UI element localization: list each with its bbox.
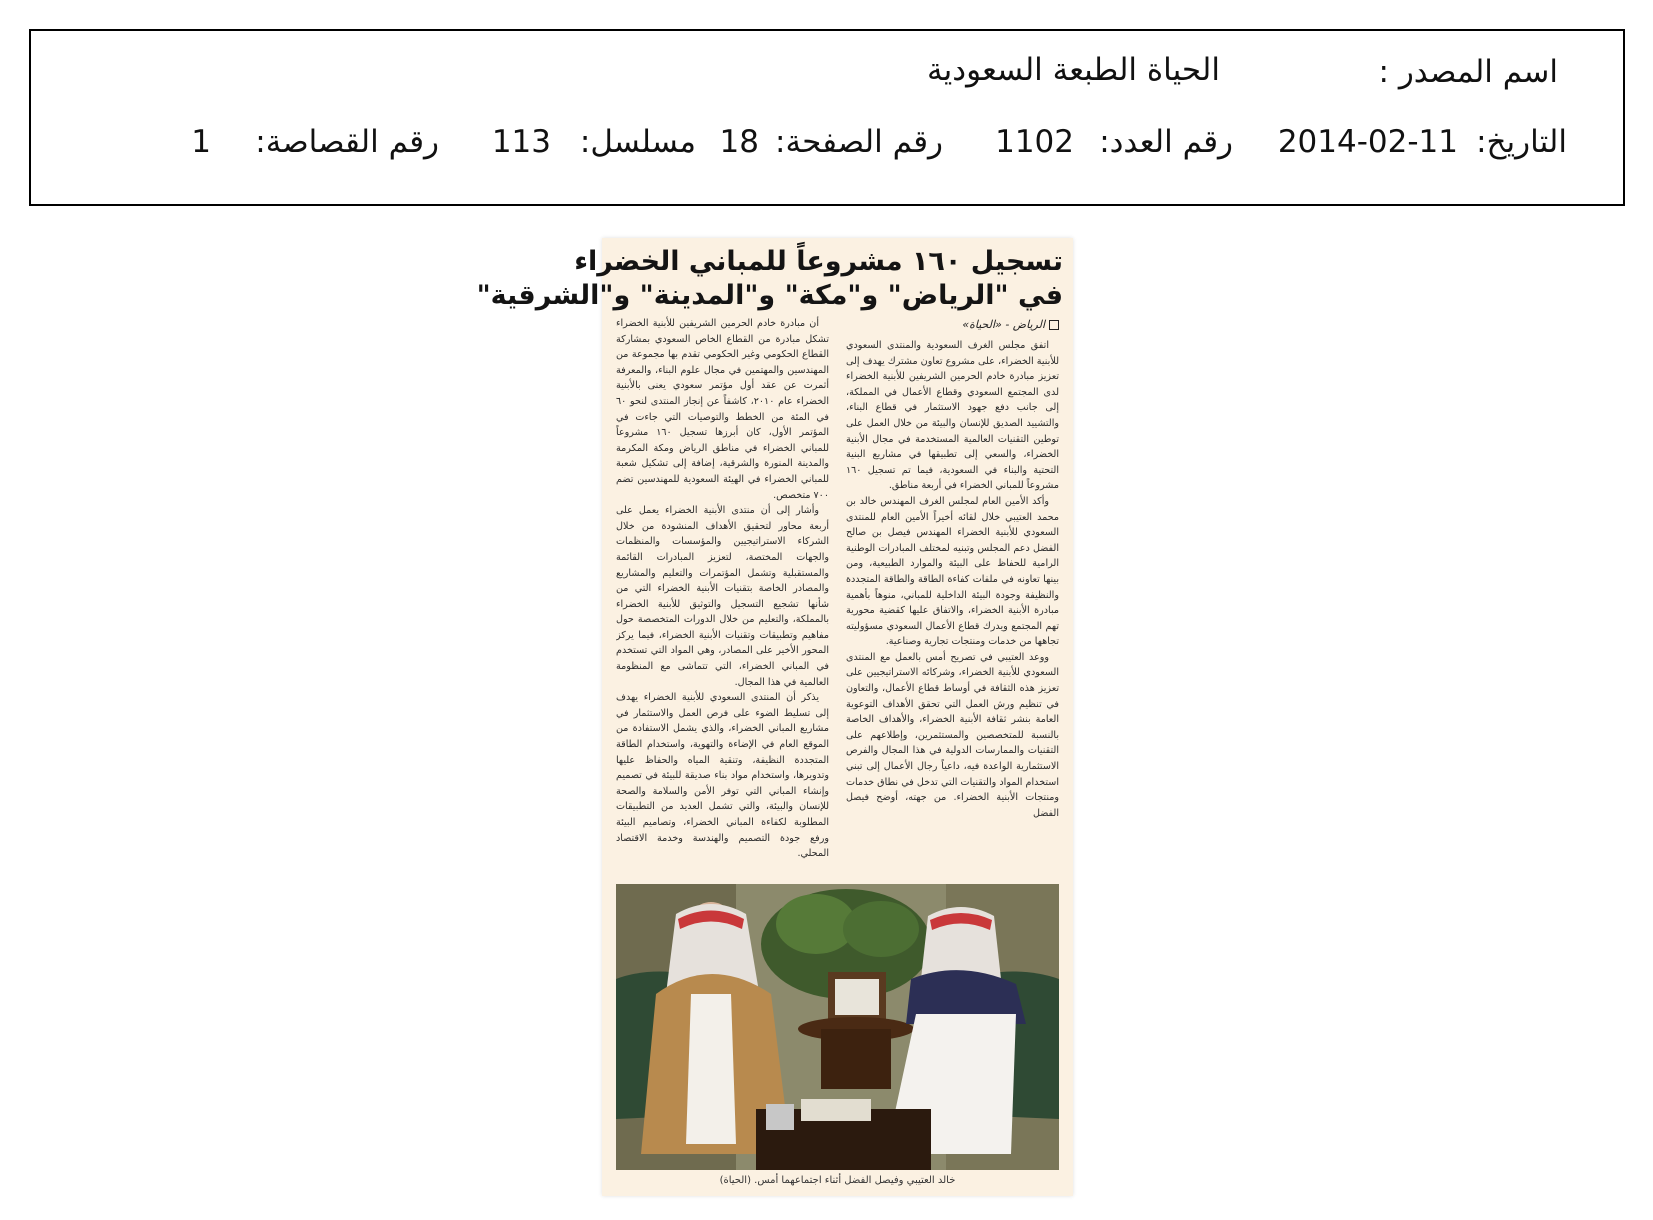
paragraph: اتفق مجلس الغرف السعودية والمنتدى السعودي للأبنية الخضراء، على مشروع تعاون مشترك يهدف إلى تعزيز مبادرة خادم الحرمين الشريفين للأبنية الخضراء لدى المجتمع السعودي وقطاع الأعمال في المملكة، إلى جانب دفع جهود الاستثمار في قطاع البناء، والتشييد الصديق للإنسان والبيئة من خلال العمل على توطين التقنيات العالمية المستخدمة في مجال الأبنية الخضراء، والسعي إلى تطبيقها في مشاريع البنية التحتية والبناء في السعودية، فيما تم تسجيل ١٦٠ مشروعاً للمباني الخضراء في أربعة مناطق.	[846, 340, 1059, 492]
paragraph: وأشار إلى أن منتدى الأبنية الخضراء يعمل على أربعة محاور لتحقيق الأهداف المنشودة من خلال الشركاء الاستراتيجيين والمؤسسات والمنظمات والجهات المختصة، لتعزيز المبادرات القائمة والمستقبلية وتشمل المؤتمرات والتعليم والمشاريع والمصادر الخاصة بتقنيات الأبنية الخضراء التي من شأنها تشجيع التسجيل والتوثيق للأبنية الخضراء بالمملكة، والتعليم من خلال الدورات المتخصصة حول مفاهيم وتطبيقات وتقنيات الأبنية الخضراء، فيما يركز المحور الأخير على المصادر، وهي المواد التي تستخدم في المباني الخضراء، التي تتماشى مع المنظومة العالمية في هذا المجال.	[616, 505, 829, 688]
paragraph: ووعد العتيبي في تصريح أمس بالعمل مع المنتدى السعودي للأبنية الخضراء، وشركائه الاستراتيجيين على تعزيز هذه الثقافة في أوساط قطاع الأعمال، والتعاون في تنظيم ورش العمل التي تحقق الأهداف التوعوية العامة بنشر ثقافة الأبنية الخضراء، والأهداف الخاصة بالنسبة للمتخصصين والمستثمرين، وإطلاعهم على التقنيات والممارسات الدولية في هذا المجال والفرص الاستثمارية الواعدة فيه، داعياً رجال الأعمال إلى تبني استخدام المواد والتقنيات التي تدخل في نطاق خدمات ومنتجات الأبنية الخضراء. من جهته، أوضح فيصل الفضل	[846, 651, 1059, 819]
date-value: 2014-02-11	[1277, 124, 1458, 160]
date-label: التاريخ:	[1476, 124, 1567, 160]
paragraph: وأكد الأمين العام لمجلس الغرف المهندس خالد بن محمد العتيبي خلال لقائه أخيراً الأمين العام للمنتدى السعودي للأبنية الخضراء المهندس فيصل بن صالح الفضل دعم المجلس وتبنيه لمختلف المبادرات الوطنية الرامية للحفاظ على البيئة والموارد الطبيعية، ومن بينها تعاونه في ملفات كفاءة الطاقة والطاقة المتجددة والنظيفة وجودة البيئة الداخلية للمباني، منوهاً بأهمية مبادرة الأبنية الخضراء، والاتفاق عليها كقضية محورية تهم المجتمع ويدرك قطاع الأعمال السعودي مسؤوليته تجاهها من خدمات ومنتجات تجارية وصناعية.	[846, 495, 1059, 648]
page-value: 18	[719, 124, 759, 160]
paragraph: أن مبادرة خادم الحرمين الشريفين للأبنية الخضراء تشكل مبادرة من القطاع الخاص السعودي بمشاركة القطاع الحكومي وغير الحكومي تقدم بها مجموعة من المهندسين والمهتمين في مجال علوم البناء، والمعرفة أثمرت عن عقد أول مؤتمر سعودي يعنى بالأبنية الخضراء عام ٢٠١٠، كاشفاً عن إنجاز المنتدى لنحو ٦٠ في المئة من الخطط والتوصيات التي جاءت في المؤتمر الأول، كان أبرزها تسجيل ١٦٠ مشروعاً للمباني الخضراء في مناطق الرياض ومكة المكرمة والمدينة المنورة والشرقية، إضافة إلى تشكيل شعبة للمباني الخضراء في الهيئة السعودية للمهندسين تضم ٧٠٠ متخصص.	[616, 318, 829, 501]
clipping-number-value: 1	[191, 124, 211, 160]
paragraph: يذكر أن المنتدى السعودي للأبنية الخضراء يهدف إلى تسليط الضوء على فرص العمل والاستثمار في مشاريع المباني الخضراء، والذي يشمل الاستفادة من الموقع العام في الإضاءة والتهوية، واستخدام الطاقة المتجددة النظيفة، وتنقية المياه والحفاظ عليها وتدويرها، واستخدام مواد بناء صديقة للبيئة في تصميم وإنشاء المباني التي توفر الأمن والسلامة والصحة للإنسان والبيئة، والتي تشمل العديد من التطبيقات المطلوبة لكفاءة المباني الخضراء، وتصاميم البيئة ورفع جودة التصميم والهندسة وخدمة الاقتصاد المحلي.	[616, 692, 829, 860]
issue-label: رقم العدد:	[1099, 124, 1233, 160]
issue-value: 1102	[995, 124, 1074, 160]
clipping-header-box	[29, 29, 1625, 206]
byline-box-icon	[1049, 320, 1059, 330]
source-label: اسم المصدر :	[1378, 54, 1558, 90]
headline-line-2: في "الرياض" و"مكة" و"المدينة" و"الشرقية"	[476, 280, 1063, 311]
serial-value: 113	[491, 124, 551, 160]
photo-caption: خالد العتيبي وفيصل الفضل أثناء اجتماعهما أمس. (الحياة)	[719, 1175, 956, 1186]
newspaper-clipping	[476, 238, 1073, 1196]
source-value: الحياة الطبعة السعودية	[927, 52, 1220, 88]
headline-line-1: تسجيل ١٦٠ مشروعاً للمباني الخضراء	[574, 246, 1063, 277]
clipping-number-label: رقم القصاصة:	[255, 124, 439, 160]
byline-text: الرياض - «الحياة»	[962, 318, 1045, 331]
byline	[962, 318, 1059, 331]
meeting-photo-illustration	[616, 884, 1059, 1170]
article-photo	[616, 884, 1059, 1170]
page-label: رقم الصفحة:	[775, 124, 943, 160]
serial-label: مسلسل:	[579, 124, 696, 160]
